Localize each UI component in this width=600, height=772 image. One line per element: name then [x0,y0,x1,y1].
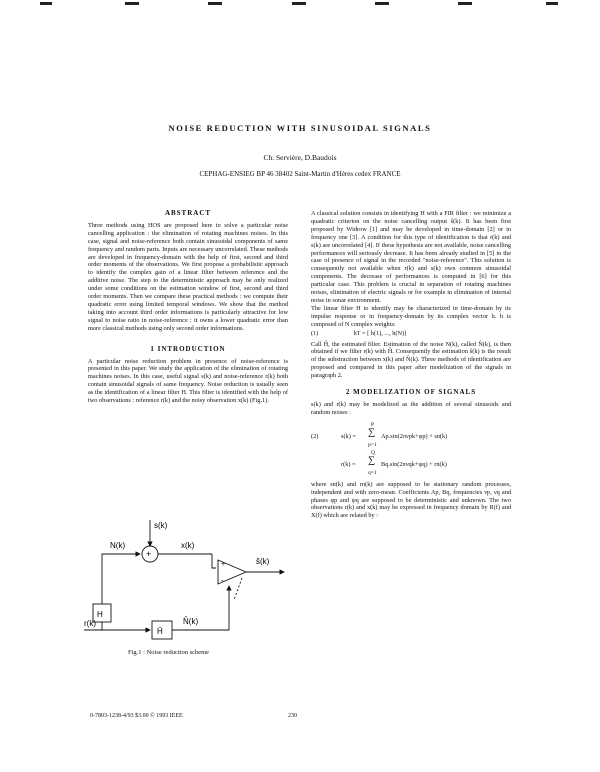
label-nhat: N̂(k) [183,617,199,626]
right-para-4: s(k) and r(k) may be modelized as the addition of several sinusoids and random noises : [311,400,511,416]
paper-affiliation: CEPHAG-ENSIEG BP 46 38402 Saint-Martin d'Hères cedex FRANCE [199,170,401,178]
page-number: 230 [288,713,297,719]
scan-mark [546,2,558,5]
right-para-1: A classical solution consists in identifying H with a FIR filter : we minimize a quadratic criterion on the noise cancelling output ŝ(k). It has been first proposed by Widrow [1] and may be developed in time-domain [2] or in frequency one [3]. A condition for this type of identification is that r(k) and s(k) are uncorrelated [4]. If these hypothesis are not available, noise cancelling performances will seriously decrease. It has been already studied in [5] in the case of presence of signal in the recorded "noise-reference". This solution is consequently not available when r(k) and s(k) own common sinusoidal components. The decrease of performances is computed in [6] for this particular case. This problem is crucial in separation of rotating machines noises, elimination of electric signals or for example in elimination of internal noise in sonar environment. [311,210,511,304]
label-x: x(k) [181,541,195,550]
section2-heading: 2 MODELIZATION OF SIGNALS [345,388,477,397]
eq2a-top: P [371,421,375,428]
noise-reduction-diagram [84,512,290,642]
label-hhat: Ĥ [157,627,163,636]
label-plus2: + [221,561,226,568]
intro-heading: 1 INTRODUCTION [150,344,226,353]
eq2a-lhs: s(k) = [341,432,356,440]
label-minus: - [221,576,224,585]
figure-caption: Fig.1 : Noise reduction scheme [128,649,210,656]
intro-text: A particular noise reduction problem in presence of noise-reference is presented in this paper. We study the application of the elimination of rotating machines noises. In this case, useful signal s(k) and noise-reference r(k) both contain sinusoidal signals of same frequency. Noise reduction is usually seen as the identification of a linear filter H. This filter is identified with the help of two observations : reference r(k) and the noisy observation x(k) (Fig.1). [88,357,288,405]
eq2a-bot: p=1 [368,441,377,448]
eq2b-lhs: r(k) = [341,460,356,468]
equation-1 [311,330,511,338]
right-para-2: The linear filter H to identify may be characterized in time-domain by its impulse response or in frequency-domain by its complex vector h. h is composed of N complex weights: [311,304,511,328]
paper-authors: Ch. Servière, D.Baudois [263,153,337,162]
footer-code: 0-7803-1238-4/93 $3.00 © 1993 IEEE [90,713,183,719]
equation-2 [311,419,511,481]
eq2b-rhs: Bq.sin(2πνqk+ψq) + rn(k) [381,460,447,468]
eq1-number: (1) [311,329,319,337]
right-para-3: Call Ĥ, the estimated filter. Estimation of the noise N(k), called N̂(k), is then obtained if we filter r(k) with Ĥ. Consequently the estimation ŝ(k) is the result of the substraction between x(k) and N̂(k). Three methods of identification are proposed and compared in this paper after modelization of the signals in paragraph 2. [311,340,511,380]
eq2b-top: Q [371,449,375,456]
right-para-5: where sn(k) and rn(k) are supposed to be stationary random processes, independent and with zero-mean. Coefficients Ap, Bq, frequencies νp, νq and phases φp and ψq are supposed to be deterministic and unknown. The two observations r(k) and x(k) may be expressed in frequency domain by R(f) and X(f) which are related by : [311,480,511,520]
right-column [311,210,511,520]
eq2b-bot: q=1 [368,469,377,476]
scan-mark [125,2,139,5]
label-s: s(k) [154,521,168,530]
eq2a-rhs: Ap.sin(2πνpk+φp) + sn(k) [381,432,448,440]
scan-mark [375,2,389,5]
label-r: r(k) [84,619,96,628]
scan-mark [208,2,222,5]
left-column [88,210,288,405]
eq2a-sigma: ∑ [368,426,376,438]
scan-mark [458,2,472,5]
scan-mark [40,2,52,5]
eq2b-sigma: ∑ [368,454,376,466]
label-n: N(k) [110,541,126,550]
label-plus: + [146,549,152,559]
label-h: H [97,610,103,619]
paper-title: NOISE REDUCTION WITH SINUSOIDAL SIGNALS [168,123,432,133]
eq2-number: (2) [311,432,319,440]
label-shat: ŝ(k) [256,557,270,566]
scan-mark [292,2,306,5]
eq1-body: hT = [ h(1), ..., h(N)] [353,329,407,337]
abstract-text: Three methods using HOS are proposed here to solve a particular noise cancelling application : the elimination of rotating machines noises. In this case, signal and noise-reference both contain sinusoidal components of same frequency and random parts. Inputs are necessary uncorrelated. These methods are developed in frequency-domain with the help of first, second and third order moments of the observations. We first propose a probabilistic approach to identify the complex gain of a linear filter between reference and the additive noise. The step to the deterministic approach may be only realized under some conditions on the estimation window of first, second and third order moments. Then we compare these practical methods : we compute their quadratic error using limited temporal windows. We show that the method taking into account third order informations is particularly attractive for low signal to noise ratio in noise-reference : it owns a lower quadratic error than more classical methods using only second order informations. [88,221,288,332]
abstract-heading: ABSTRACT [164,209,212,217]
